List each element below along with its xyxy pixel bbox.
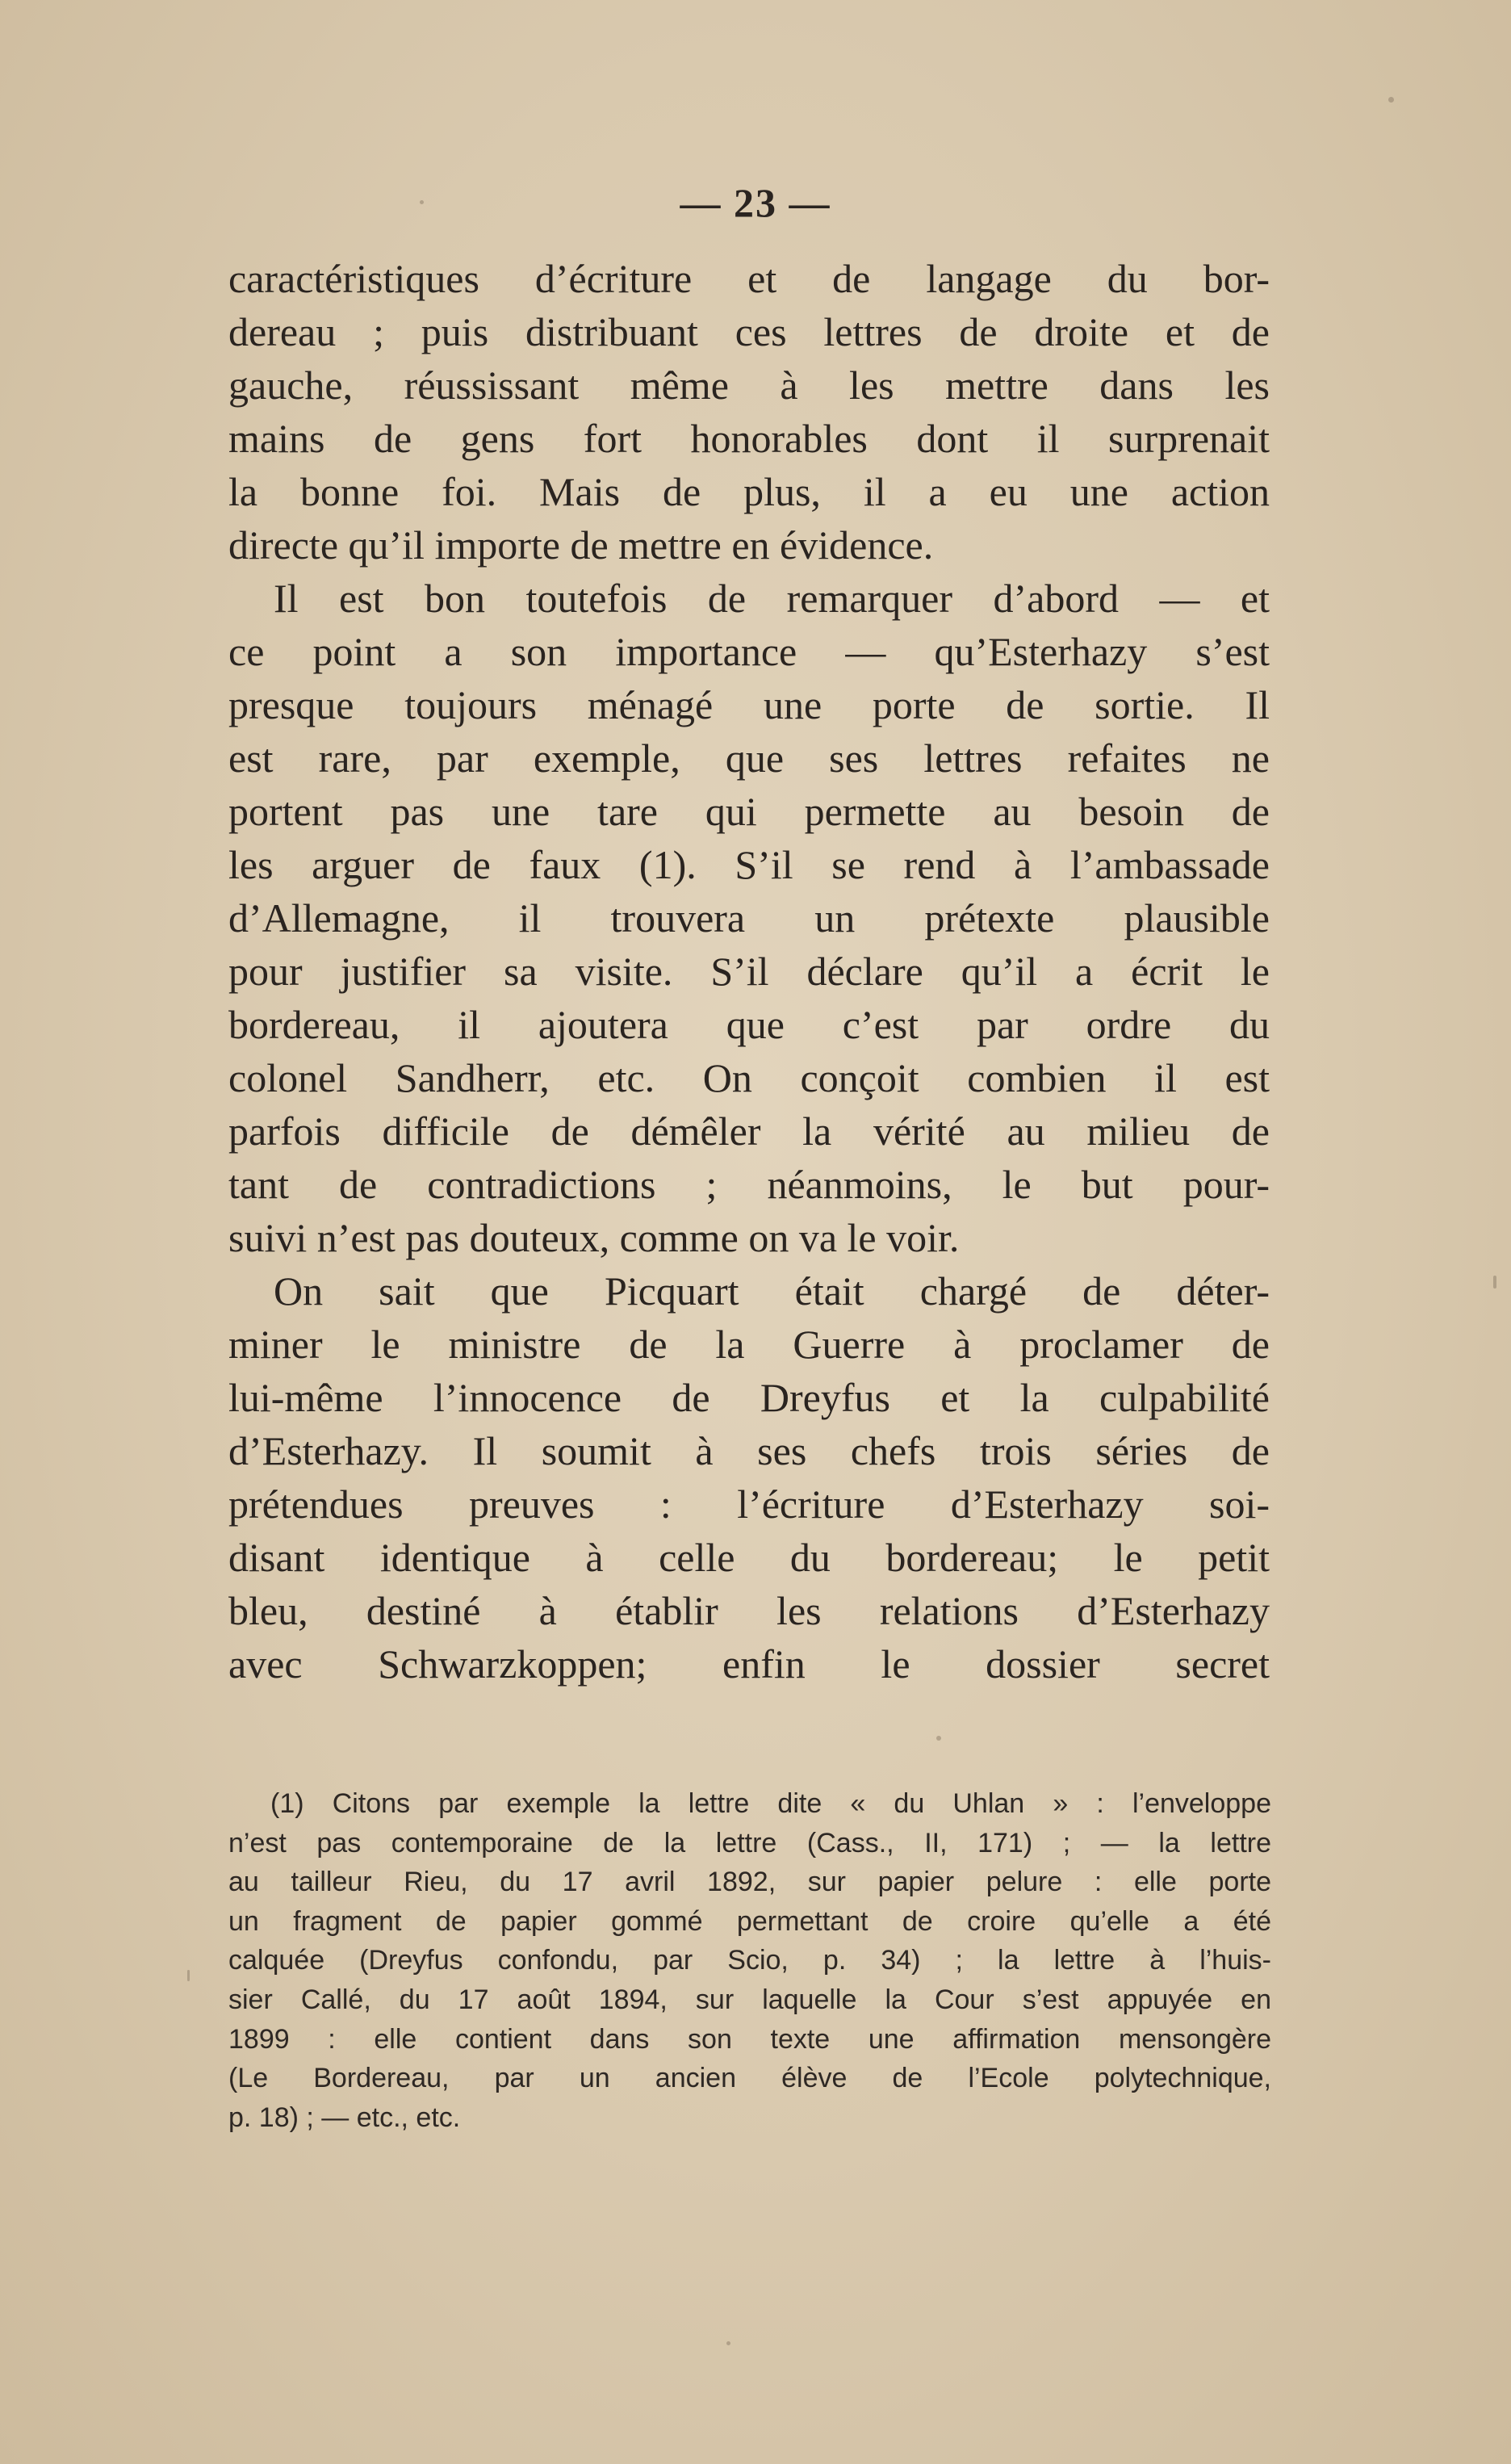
paper-speck — [1493, 1276, 1496, 1289]
text-line: est rare, par exemple, que ses lettres refaites ne — [228, 735, 1270, 781]
text-line: avec Schwarzkoppen; enfin le dossier secret — [228, 1641, 1270, 1687]
paper-speck — [420, 200, 424, 204]
text-line: la bonne foi. Mais de plus, il a eu une action — [228, 469, 1270, 514]
paper-speck — [1388, 97, 1394, 103]
footnote-line: un fragment de papier gommé permettant de croire qu’elle a été — [228, 1905, 1271, 1937]
text-line: miner le ministre de la Guerre à proclamer de — [228, 1322, 1270, 1367]
text-line: caractéristiques d’écriture et de langage du bor- — [228, 256, 1270, 301]
footnote-line: (1) Citons par exemple la lettre dite « du Uhlan » : l’enveloppe — [270, 1788, 1271, 1819]
footnote-line: calquée (Dreyfus confondu, par Scio, p. 34) ; la lettre à l’huis- — [228, 1945, 1271, 1976]
footnote-line: 1899 : elle contient dans son texte une affirmation mensongère — [228, 2023, 1271, 2055]
text-line: bordereau, il ajoutera que c’est par ordre du — [228, 1002, 1270, 1047]
text-line: pour justifier sa visite. S’il déclare qu’il a écrit le — [228, 949, 1270, 994]
footnote-line: au tailleur Rieu, du 17 avril 1892, sur papier pelure : elle porte — [228, 1867, 1271, 1898]
page-number: — 23 — — [680, 180, 831, 225]
text-line: mains de gens fort honorables dont il surprenait — [228, 416, 1270, 461]
text-line: gauche, réussissant même à les mettre dans les — [228, 362, 1270, 408]
text-line: directe qu’il importe de mettre en évidence. — [228, 522, 934, 568]
text-line: parfois difficile de démêler la vérité au milieu de — [228, 1108, 1270, 1154]
main-text — [228, 252, 1270, 1691]
text-line: suivi n’est pas douteux, comme on va le voir. — [228, 1215, 960, 1260]
text-line: prétendues preuves : l’écriture d’Esterhazy soi- — [228, 1481, 1270, 1527]
text-line: portent pas une tare qui permette au besoin de — [228, 789, 1270, 834]
text-line: d’Allemagne, il trouvera un prétexte plausible — [228, 895, 1270, 941]
text-line: d’Esterhazy. Il soumit à ses chefs trois séries de — [228, 1428, 1270, 1473]
text-line: On sait que Picquart était chargé de déter- — [274, 1268, 1270, 1314]
text-line: lui-même l’innocence de Dreyfus et la culpabilité — [228, 1375, 1270, 1420]
footnote-line: n’est pas contemporaine de la lettre (Cass., II, 171) ; — la lettre — [228, 1827, 1271, 1858]
text-line: tant de contradictions ; néanmoins, le but pour- — [228, 1162, 1270, 1207]
text-line: colonel Sandherr, etc. On conçoit combien il est — [228, 1055, 1270, 1100]
footnote-line: sier Callé, du 17 août 1894, sur laquelle la Cour s’est appuyée en — [228, 1984, 1271, 2015]
footnote-line: p. 18) ; — etc., etc. — [228, 2102, 461, 2133]
text-line: disant identique à celle du bordereau; le petit — [228, 1535, 1270, 1580]
paper-speck — [726, 2341, 730, 2345]
text-line: ce point a son importance — qu’Esterhazy s’est — [228, 629, 1270, 674]
footnote-line: (Le Bordereau, par un ancien élève de l’Ecole polytechnique, — [228, 2063, 1271, 2094]
text-line: Il est bon toutefois de remarquer d’abord — et — [274, 576, 1270, 621]
paper-speck — [936, 1736, 941, 1741]
text-line: dereau ; puis distribuant ces lettres de droite et de — [228, 309, 1270, 354]
paper-speck — [187, 1970, 190, 1981]
text-line: les arguer de faux (1). S’il se rend à l’ambassade — [228, 842, 1270, 887]
footnote-block — [228, 1784, 1271, 2137]
text-line: bleu, destiné à établir les relations d’Esterhazy — [228, 1588, 1270, 1633]
text-line: presque toujours ménagé une porte de sortie. Il — [228, 682, 1270, 727]
